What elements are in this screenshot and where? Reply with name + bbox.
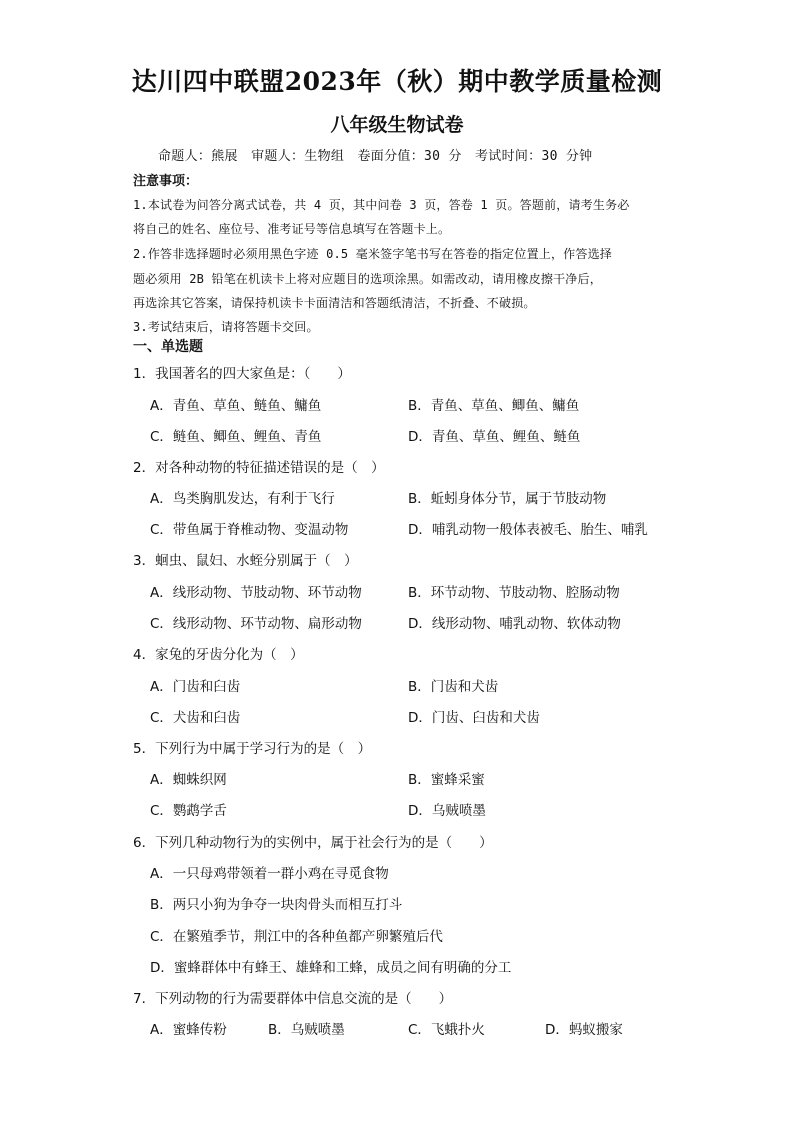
note-line: 将自己的姓名、座位号、准考证号等信息填写在答题卡上。 xyxy=(133,222,451,236)
option-a: A．蜘蛛织网 xyxy=(150,772,227,788)
question-stem: 5．下列行为中属于学习行为的是（ ） xyxy=(133,741,372,757)
option-c: C．带鱼属于脊椎动物、变温动物 xyxy=(150,522,349,538)
question-stem: 1．我国著名的四大家鱼是：（ ） xyxy=(133,366,351,382)
note-line: 题必须用 2B 铅笔在机读卡上将对应题目的选项涂黑。如需改动，请用橡皮擦干净后， xyxy=(133,272,602,286)
question-stem: 4．家兔的牙齿分化为（ ） xyxy=(133,647,304,663)
question-stem: 7．下列动物的行为需要群体中信息交流的是（ ） xyxy=(133,991,453,1007)
option-d: D．蜜蜂群体中有蜂王、雄蜂和工蜂，成员之间有明确的分工 xyxy=(150,960,512,976)
note-line: 1.本试卷为问答分离式试卷，共 4 页，其中问卷 3 页，答卷 1 页。答题前，请考生务必 xyxy=(133,198,630,212)
exam-meta: 命题人：熊展 审题人：生物组 卷面分值：30 分 考试时间：30 分钟 xyxy=(158,149,593,164)
option-d: D．蚂蚁搬家 xyxy=(545,1022,623,1038)
option-a: A．门齿和臼齿 xyxy=(150,679,241,695)
option-c: C．鹦鹉学舌 xyxy=(150,803,227,819)
note-line: 2.作答非选择题时必须用黑色字迹 0.5 毫米签字笔书写在答卷的指定位置上，作答选择 xyxy=(133,247,612,261)
option-d: D．乌贼喷墨 xyxy=(408,803,486,819)
question-stem: 2．对各种动物的特征描述错误的是（ ） xyxy=(133,460,385,476)
option-b: B．乌贼喷墨 xyxy=(268,1022,345,1038)
option-b: B．蚯蚓身体分节，属于节肢动物 xyxy=(408,491,607,507)
option-d: D．门齿、臼齿和犬齿 xyxy=(408,710,540,726)
option-b: B．蜜蜂采蜜 xyxy=(408,772,485,788)
option-b: B．环节动物、节肢动物、腔肠动物 xyxy=(408,585,620,601)
page-title: 达川四中联盟2023年（秋）期中教学质量检测 xyxy=(131,67,663,96)
option-d: D．哺乳动物一般体表被毛、胎生、哺乳 xyxy=(408,522,648,538)
option-c: C．鲢鱼、鲫鱼、鲤鱼、青鱼 xyxy=(150,429,322,445)
option-a: A．青鱼、草鱼、鲢鱼、鳙鱼 xyxy=(150,398,322,414)
option-b: B．门齿和犬齿 xyxy=(408,679,499,695)
option-d: D．青鱼、草鱼、鲤鱼、鲢鱼 xyxy=(408,429,581,445)
notes-heading: 注意事项： xyxy=(133,174,199,189)
option-d: D．线形动物、哺乳动物、软体动物 xyxy=(408,616,621,632)
question-stem: 3．蛔虫、鼠妇、水蛭分别属于（ ） xyxy=(133,553,358,569)
option-a: A．一只母鸡带领着一群小鸡在寻觅食物 xyxy=(150,866,389,882)
option-c: C．在繁殖季节，荆江中的各种鱼都产卵繁殖后代 xyxy=(150,929,443,945)
option-b: B．青鱼、草鱼、鲫鱼、鳙鱼 xyxy=(408,398,580,414)
option-c: C．飞蛾扑火 xyxy=(408,1022,485,1038)
note-line: 再选涂其它答案，请保持机读卡卡面清洁和答题纸清洁，不折叠、不破损。 xyxy=(133,296,536,310)
option-a: A．线形动物、节肢动物、环节动物 xyxy=(150,585,362,601)
question-stem: 6．下列几种动物行为的实例中，属于社会行为的是（ ） xyxy=(133,835,493,851)
option-c: C．线形动物、环节动物、扁形动物 xyxy=(150,616,362,632)
page-subtitle: 八年级生物试卷 xyxy=(330,114,464,136)
option-a: A．蜜蜂传粉 xyxy=(150,1022,227,1038)
option-c: C．犬齿和臼齿 xyxy=(150,710,241,726)
option-b: B．两只小狗为争夺一块肉骨头而相互打斗 xyxy=(150,897,403,913)
note-line: 3.考试结束后，请将答题卡交回。 xyxy=(133,320,319,334)
option-a: A．鸟类胸肌发达，有利于飞行 xyxy=(150,491,335,507)
section-heading: 一、单选题 xyxy=(133,339,203,355)
